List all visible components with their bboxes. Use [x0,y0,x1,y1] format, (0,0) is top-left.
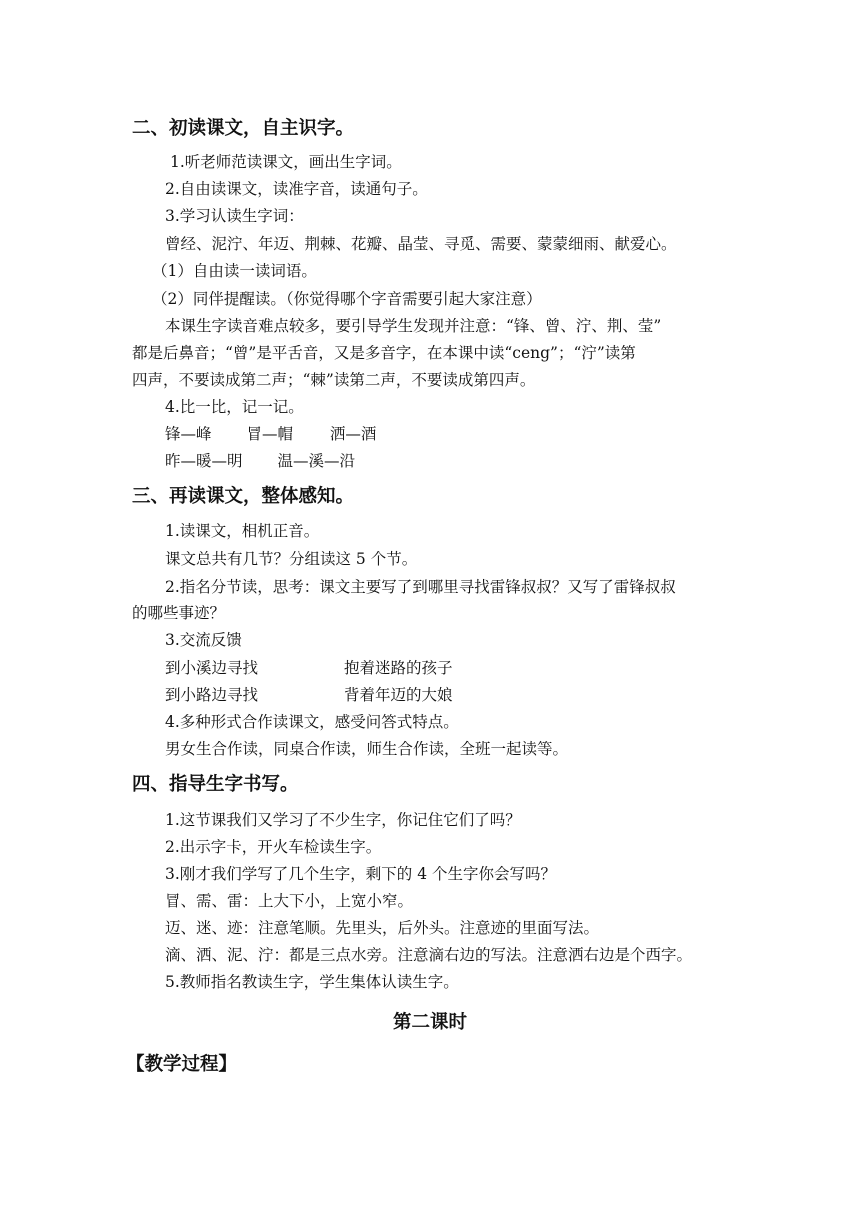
paragraph: 的哪些事迹？ [132,604,226,622]
process-heading: 【教学过程】 [126,1054,238,1075]
paragraph: 2.指名分节读，思考：课文主要写了到哪里寻找雷锋叔叔？又写了雷锋叔叔 [165,578,676,596]
paragraph: 迈、迷、迹：注意笔顺。先里头，后外头。注意迹的里面写法。 [165,919,600,937]
compare-item: 昨—暖—明 [165,452,243,470]
compare-row [165,423,376,445]
paragraph: 3.学习认读生字词： [165,207,304,225]
paragraph: 男女生合作读，同桌合作读，师生合作读，全班一起读等。 [165,740,569,758]
compare-item: 温—溪—沿 [277,452,355,470]
pair-row [165,684,452,706]
paragraph: （1）自由读一读词语。 [152,262,317,280]
paragraph: 本课生字读音难点较多，要引导学生发现并注意：“锋、曾、泞、荆、莹” [165,317,662,335]
pair-place: 到小路边寻找 [165,686,259,704]
paragraph: 4.比一比，记一记。 [165,398,304,416]
pair-deed: 抱着迷路的孩子 [343,659,453,677]
paragraph: 课文总共有几节？分组读这 5 个节。 [165,550,418,568]
compare-item: 冒—帽 [246,425,293,443]
pair-place: 到小溪边寻找 [165,659,259,677]
pair-deed: 背着年迈的大娘 [343,686,453,704]
compare-item: 锋—峰 [165,425,212,443]
paragraph: 3.刚才我们学写了几个生字，剩下的 4 个生字你会写吗？ [165,865,557,883]
section-heading: 二、初读课文，自主识字。 [132,118,355,139]
paragraph: 1.读课文，相机正音。 [165,522,320,540]
section-heading: 四、指导生字书写。 [132,774,299,795]
paragraph: 滴、洒、泥、泞：都是三点水旁。注意滴右边的写法。注意洒右边是个西字。 [165,946,693,964]
paragraph: 1.听老师范读课文，画出生字词。 [170,153,402,171]
compare-item: 洒—酒 [329,425,377,443]
pair-row [165,657,452,679]
paragraph: 4.多种形式合作读课文，感受问答式特点。 [165,713,459,731]
paragraph: （2）同伴提醒读。（你觉得哪个字音需要引起大家注意） [152,290,542,308]
lesson-title: 第二课时 [392,1012,467,1033]
section-heading: 三、再读课文，整体感知。 [132,486,355,507]
paragraph: 2.自由读课文，读准字音，读通句子。 [165,180,428,198]
paragraph: 四声，不要读成第二声；“棘”读第二声，不要读成第四声。 [132,371,536,389]
compare-row [165,450,355,472]
paragraph: 3.交流反馈 [165,631,242,649]
paragraph: 曾经、泥泞、年迈、荆棘、花瓣、晶莹、寻觅、需要、蒙蒙细雨、献爱心。 [165,235,677,253]
paragraph: 5.教师指名教读生字，学生集体认读生字。 [165,973,459,991]
paragraph: 都是后鼻音；“曾”是平舌音，又是多音字，在本课中读“ceng”；“泞”读第 [132,344,636,362]
paragraph: 1.这节课我们又学习了不少生字，你记住它们了吗？ [165,811,521,829]
paragraph: 冒、需、雷：上大下小，上宽小窄。 [165,892,414,910]
paragraph: 2.出示字卡，开火车检读生字。 [165,838,382,856]
